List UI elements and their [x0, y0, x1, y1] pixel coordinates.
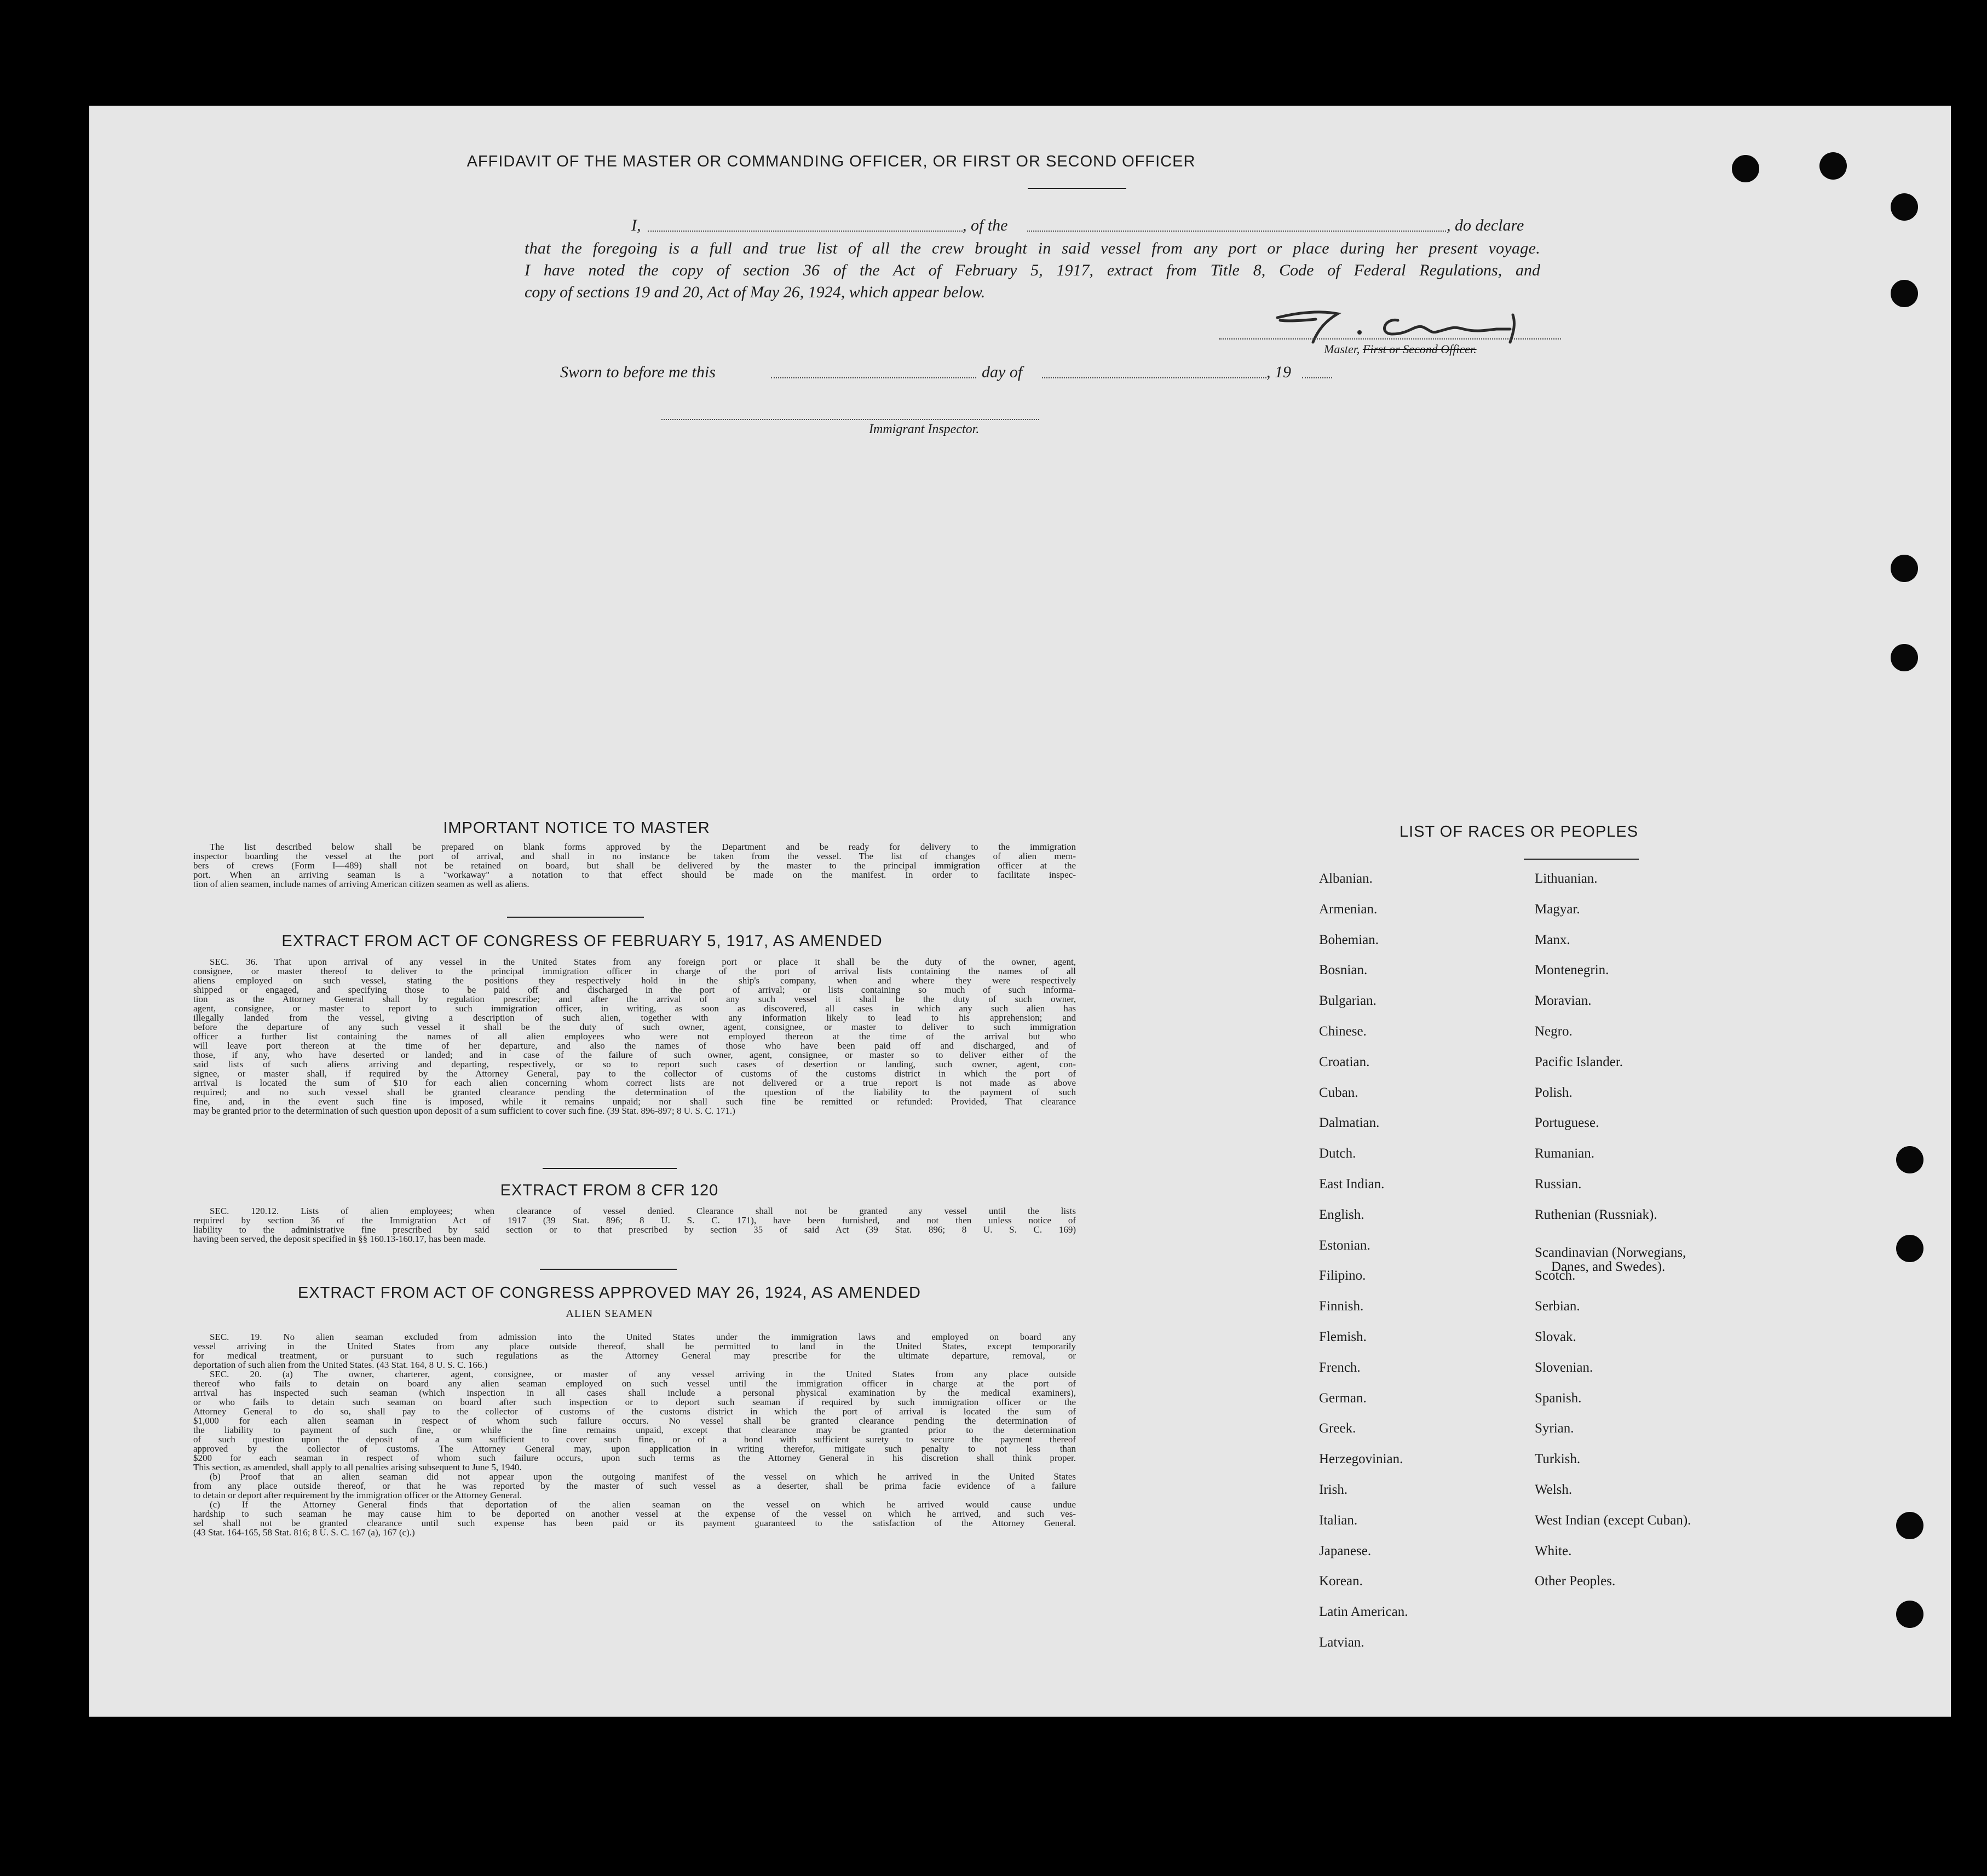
extract-1917-title: EXTRACT FROM ACT OF CONGRESS OF FEBRUARY 5, 1917, AS AMENDED: [281, 933, 883, 950]
extract-1917-line: aliens employed on such vessel, stating the positions they respectively hold in the ship's company, when and where they were respectively: [193, 975, 1076, 986]
inspector-label: Immigrant Inspector.: [869, 422, 980, 436]
signature-caption: [1324, 342, 1477, 356]
extract-1917-line: will leave port thereon at the time of her departure, and also the names of those who have been paid off and discharged, and of: [193, 1040, 1076, 1051]
extract-1917-line: agent, consignee, or master to report to such immigration officer, in writing, as soon as discovered, all cases in which any such alien has: [193, 1003, 1076, 1014]
race-item: Japanese.: [1319, 1543, 1372, 1558]
race-item: Bosnian.: [1319, 963, 1368, 978]
notice-line: port. When an arriving seaman is a "workaway" a notation to that effect should be made on the manifest. In order to facilitate inspec-: [193, 870, 1076, 880]
extract-1924-line: arrival has inspected such seaman (which inspection in all cases shall include a personal physical examination by the medical examiners),: [193, 1388, 1076, 1398]
punch-hole: [1891, 280, 1918, 307]
extract-1924-line: approved by the collector of customs. The Attorney General may, upon application in writing therefor, mitigate such penalty to not less than: [193, 1443, 1076, 1454]
affidavit-title: AFFIDAVIT OF THE MASTER OR COMMANDING OFFICER, OR FIRST OR SECOND OFFICER: [466, 153, 1196, 170]
extract-1917-line: signee, or master shall, if required by the Attorney General, pay to the collector of customs of the customs district in which the port of: [193, 1068, 1076, 1079]
punch-hole: [1891, 193, 1918, 221]
punch-hole: [1819, 152, 1847, 180]
extract-1924-line: hardship to such seaman he may cause him to be deported on another vessel at the expense of the vessel on which he arrived, and such ves-: [193, 1509, 1076, 1519]
extract-1924-line: or who fails to detain such seaman on board after such inspection or to deport such seaman if required by such immigration officer or the: [193, 1397, 1076, 1407]
race-item: Danes, and Swedes).: [1551, 1259, 1666, 1274]
race-item: Polish.: [1535, 1085, 1573, 1100]
sworn-year-field: [1302, 377, 1332, 378]
extract-1917-line: shipped or engaged, and specifying those to be paid off and discharged in the port of arrival; or lists containing so much of such informa-: [193, 985, 1076, 995]
extract-1924-title: EXTRACT FROM ACT OF CONGRESS APPROVED MAY 26, 1924, AS AMENDED: [298, 1284, 921, 1302]
document-page: [89, 106, 1951, 1717]
race-item: Croatian.: [1319, 1054, 1370, 1069]
races-list-right: [1535, 871, 1691, 1604]
race-item: Turkish.: [1535, 1452, 1581, 1467]
race-item: Manx.: [1535, 932, 1570, 947]
race-item: Greek.: [1319, 1421, 1356, 1436]
extract-1924-line: SEC. 20. (a) The owner, charterer, agent, consignee, or master of any vessel arriving in the United States from any place outside: [210, 1369, 1076, 1379]
race-item: Korean.: [1319, 1574, 1363, 1589]
race-item: Cuban.: [1319, 1085, 1358, 1100]
divider: [1524, 859, 1639, 860]
race-item: Albanian.: [1319, 871, 1373, 886]
race-item: Slovak.: [1535, 1329, 1576, 1344]
race-item: Spanish.: [1535, 1390, 1582, 1406]
race-item: French.: [1319, 1360, 1361, 1375]
extract-1924-line: to detain or deport after requirement by the immigration officer or the Attorney General.: [193, 1490, 522, 1500]
race-item: Latin American.: [1319, 1604, 1408, 1620]
race-item: Finnish.: [1319, 1299, 1364, 1314]
punch-hole: [1732, 155, 1759, 182]
sworn-line: [560, 363, 1327, 383]
extract-1917-line: fine, and, in the event such fine is imposed, while it remains unpaid; nor shall such fine be remitted or refunded: Provided, That clearance: [193, 1096, 1076, 1107]
punch-hole: [1896, 1235, 1923, 1262]
race-item: German.: [1319, 1390, 1367, 1406]
cfr-title: EXTRACT FROM 8 CFR 120: [500, 1182, 719, 1199]
declare-label: , do declare: [1447, 216, 1524, 234]
race-item: Welsh.: [1535, 1482, 1573, 1497]
race-item: Dalmatian.: [1319, 1115, 1380, 1131]
notice-line: inspector boarding the vessel at the port of arrival, and shall in no instance be taken from the vessel. The list of changes of alien mem-: [193, 851, 1076, 861]
punch-hole: [1896, 1146, 1923, 1173]
race-item: Moravian.: [1535, 993, 1592, 1009]
race-item: Rumanian.: [1535, 1146, 1595, 1161]
notice-body: [193, 842, 1076, 889]
race-item: Serbian.: [1535, 1299, 1580, 1314]
race-item: Magyar.: [1535, 901, 1580, 917]
extract-1917-line: may be granted prior to the determination of such question upon deposit of a sum sufficient to cover such fine. (39 Stat. 896-897; 8 U. S. C. 171.): [193, 1106, 735, 1116]
race-item: Estonian.: [1319, 1238, 1370, 1253]
race-item: Pacific Islander.: [1535, 1054, 1623, 1069]
extract-1917-line: required; and no such vessel shall be granted clearance pending the determination of the question of the liability to the payment of such: [193, 1087, 1076, 1097]
notice-line: bers of crews (Form I—489) shall not be retained on board, but shall be delivered by the master to the principal immigration officer at the: [193, 860, 1076, 871]
cfr-line: liability to the administrative fine prescribed by said section or to that prescribed by section 35 of said Act (39 Stat. 896; 8 U. S. C. 169): [193, 1224, 1076, 1235]
sworn-month-field: [1042, 377, 1266, 378]
race-item: Flemish.: [1319, 1329, 1367, 1344]
race-item: Lithuanian.: [1535, 871, 1598, 886]
year-label: , 19: [1266, 363, 1291, 381]
master-signature: [1266, 304, 1551, 348]
race-item: Ruthenian (Russniak).: [1535, 1207, 1657, 1222]
extract-1917-line: arrival is located the sum of $10 for each alien concerning whom correct lists are not delivered or a true report is not made as above: [193, 1078, 1076, 1088]
affidavit-line-4: copy of sections 19 and 20, Act of May 26, 1924, which appear below.: [525, 283, 986, 301]
struck-officer-label: First or Second Officer.: [1362, 342, 1477, 356]
race-item: White.: [1535, 1543, 1572, 1558]
races-title: LIST OF RACES OR PEOPLES: [1399, 823, 1639, 841]
race-item: Bohemian.: [1319, 932, 1379, 947]
extract-1924-line: deportation of such alien from the United States. (43 Stat. 164, 8 U. S. C. 166.): [193, 1360, 488, 1370]
extract-1924-line: of such question upon the deposit of a sum sufficient to cover such fine, or of a bond with sufficient surety to secure the payment thereof: [193, 1434, 1076, 1445]
race-item: East Indian.: [1319, 1176, 1385, 1192]
extract-1924-line: (c) If the Attorney General finds that deportation of the alien seaman on the vessel on which he arrived would cause undue: [210, 1499, 1076, 1510]
extract-1924-line: vessel arriving in the United States from any place outside thereof, shall be permitted to land in the United States, except temporarily: [193, 1341, 1076, 1351]
race-item: Filipino.: [1319, 1268, 1366, 1284]
notice-line: tion of alien seamen, include names of arriving American citizen seamen as well as aliens.: [193, 879, 529, 889]
race-item: Scandinavian (Norwegians,: [1535, 1245, 1686, 1260]
extract-1924-line: (43 Stat. 164-165, 58 Stat. 816; 8 U. S. C. 167 (a), 167 (c).): [193, 1527, 415, 1538]
extract-1917-line: before the departure of any such vessel it shall be the duty of such owner, agent, consignee, or master to deliver to such immigration: [193, 1022, 1076, 1032]
extract-1924-line: from any place outside thereof, or that he was reported by the master of such vessel as a deserter, shall be prima facie evidence of a failure: [193, 1481, 1076, 1491]
vessel-name-field: [1027, 231, 1446, 232]
extract-1924-line: thereof who fails to detain on board any alien seaman employed on such vessel until the immigration officer in charge at the port of: [193, 1378, 1076, 1389]
extract-1917-body: [193, 957, 1076, 1115]
races-list-left: [1319, 871, 1408, 1666]
affidavit-line-2: that the foregoing is a full and true list of all the crew brought in said vessel from any port or place during her present voyage.: [525, 239, 1540, 257]
master-label: Master,: [1324, 342, 1360, 356]
extract-1917-line: said lists of such aliens arriving and departing, respectively, or so to report such cases of desertion or landing, such owner, agent, con-: [193, 1059, 1076, 1069]
race-item: Bulgarian.: [1319, 993, 1376, 1009]
race-item: Syrian.: [1535, 1421, 1574, 1436]
extract-1924-line: (b) Proof that an alien seaman did not appear upon the outgoing manifest of the vessel on which he arrived in the United States: [210, 1471, 1076, 1482]
sworn-label: Sworn to before me this: [560, 363, 716, 381]
extract-1924-line: $1,000 for each alien seaman in respect of whom such failure occurs. No vessel shall be granted clearance pending the determination of: [193, 1415, 1076, 1426]
declarant-name-field: [648, 231, 963, 232]
race-item: West Indian (except Cuban).: [1535, 1512, 1691, 1528]
affidavit-line-1: [525, 216, 1652, 236]
race-item: Dutch.: [1319, 1146, 1356, 1161]
race-item: Slovenian.: [1535, 1360, 1593, 1375]
extract-1924-subtitle: ALIEN SEAMEN: [566, 1308, 653, 1320]
extract-1924-line: Attorney General to do so, shall pay to the collector of customs of the customs district in which the port of arrival is located the sum of: [193, 1406, 1076, 1417]
cfr-body: [193, 1206, 1076, 1244]
of-the-label: , of the: [963, 216, 1008, 234]
extract-1924-body: [193, 1332, 1076, 1537]
extract-1924-line: sel shall not be granted clearance until such expense has been paid or its payment guaranteed to the satisfaction of the Attorney General.: [193, 1518, 1076, 1528]
signature-line: [1219, 338, 1561, 339]
race-item-multiline: [1535, 1238, 1691, 1274]
cfr-line: having been served, the deposit specified in §§ 160.13-160.17, has been made.: [193, 1234, 486, 1244]
extract-1924-line: SEC. 19. No alien seaman excluded from admission into the United States under the immigration laws and employed on board any: [210, 1332, 1076, 1342]
punch-hole: [1896, 1512, 1923, 1539]
race-item: Other Peoples.: [1535, 1574, 1616, 1589]
punch-hole: [1891, 555, 1918, 582]
extract-1917-line: those, if any, who have deserted or landed; and in case of the failure of such owner, agent, consignee, or master so to deliver either of the: [193, 1050, 1076, 1060]
race-item: Montenegrin.: [1535, 963, 1609, 978]
race-item: Negro.: [1535, 1023, 1573, 1039]
extract-1917-line: officer a further list containing the names of all alien employees who were not employed thereon at the time of the arrival but who: [193, 1031, 1076, 1041]
race-item: Armenian.: [1319, 901, 1378, 917]
race-item: Portuguese.: [1535, 1115, 1599, 1131]
divider: [1028, 188, 1126, 189]
affidavit-line-3: I have noted the copy of section 36 of the Act of February 5, 1917, extract from Title 8, Code of Federal Regulations, and: [525, 261, 1540, 279]
punch-hole: [1896, 1601, 1923, 1628]
divider: [543, 1168, 677, 1169]
extract-1917-line: SEC. 36. That upon arrival of any vessel in the United States from any foreign port or place it shall be the duty of the owner, agent,: [210, 957, 1076, 967]
punch-hole: [1891, 644, 1918, 671]
race-item: Latvian.: [1319, 1635, 1364, 1650]
extract-1917-line: illegally landed from the vessel, giving a description of such alien, together with any information likely to lead to his apprehension; and: [193, 1012, 1076, 1023]
divider: [540, 1269, 677, 1270]
extract-1924-line: the liability to payment of such fine, or while the fine remains unpaid, except that clearance may be granted prior to the determination: [193, 1425, 1076, 1435]
cfr-line: required by section 36 of the Immigration Act of 1917 (39 Stat. 896; 8 U. S. C. 171), have been furnished, and not then unless notice of: [193, 1215, 1076, 1225]
race-item: English.: [1319, 1207, 1364, 1222]
inspector-signature-line: [661, 419, 1039, 420]
extract-1924-line: $200 for each seaman in respect of whom such failure occurs, upon such terms as the Attorney General in his discretion shall think proper.: [193, 1453, 1076, 1463]
race-item: Herzegovinian.: [1319, 1452, 1403, 1467]
race-item: Chinese.: [1319, 1023, 1367, 1039]
extract-1924-line: This section, as amended, shall apply to all penalties arising subsequent to June 5, 1940.: [193, 1462, 522, 1472]
race-item: Scotch.: [1535, 1268, 1576, 1284]
extract-1924-line: for medical treatment, or pursuant to such regulations as the Attorney General may prescribe for the ultimate departure, removal, or: [193, 1350, 1076, 1361]
day-of-label: day of: [982, 363, 1023, 381]
extract-1917-line: consignee, or master thereof to deliver to the principal immigration officer in charge of the port of arrival lists containing the names of all: [193, 966, 1076, 976]
divider: [507, 917, 644, 918]
notice-line: The list described below shall be prepared on blank forms approved by the Department and be ready for delivery to the immigration: [210, 842, 1076, 852]
notice-title: IMPORTANT NOTICE TO MASTER: [443, 819, 710, 837]
race-item: Irish.: [1319, 1482, 1348, 1497]
sworn-date-field: [771, 377, 976, 378]
race-item: Italian.: [1319, 1512, 1358, 1528]
declarant-label: I,: [631, 216, 641, 234]
extract-1917-line: tion as the Attorney General shall by regulation prescribe; and after the arrival of any such vessel it shall be the duty of such owner,: [193, 994, 1076, 1004]
cfr-line: SEC. 120.12. Lists of alien employees; when clearance of vessel denied. Clearance shall not be granted any vessel until the lists: [210, 1206, 1076, 1216]
race-item: Russian.: [1535, 1176, 1582, 1192]
